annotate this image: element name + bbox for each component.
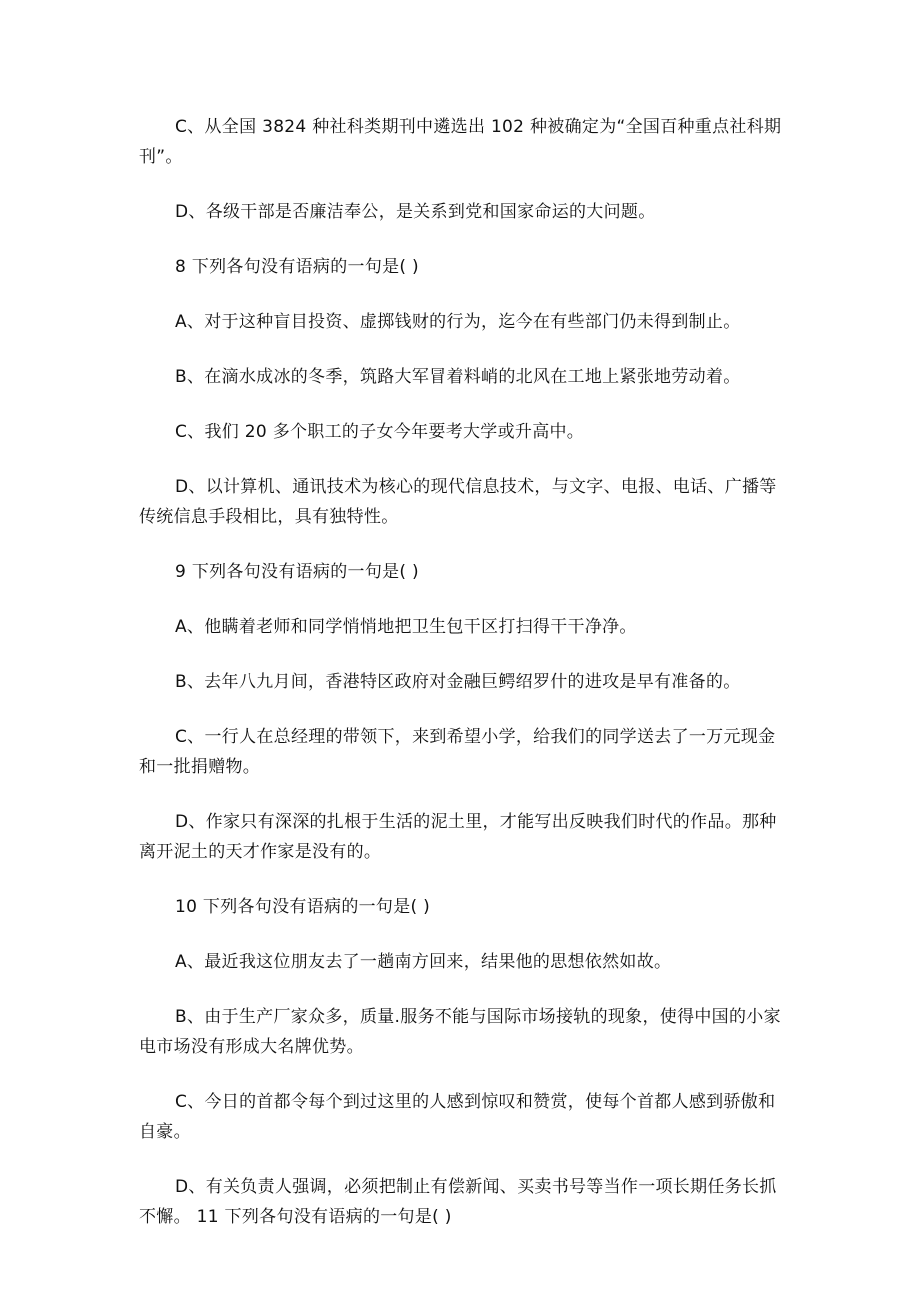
document-body	[139, 112, 784, 1257]
option-a-q10: A、最近我这位朋友去了一趟南方回来，结果他的思想依然如故。	[175, 952, 672, 972]
question-9: 9 下列各句没有语病的一句是( )	[175, 562, 419, 582]
option-c-q8: C、我们 20 多个职工的子女今年要考大学或升高中。	[175, 422, 585, 442]
option-d-q9: D、作家只有深深的扎根于生活的泥土里，才能写出反映我们时代的作品。那种离开泥土的天才作家是没有的。	[139, 812, 777, 862]
option-c-q10: C、今日的首都令每个到过这里的人感到惊叹和赞赏，使每个首都人感到骄傲和自豪。	[139, 1092, 776, 1142]
option-a-q8: A、对于这种盲目投资、虚掷钱财的行为，迄今在有些部门仍未得到制止。	[175, 312, 741, 332]
option-c-q9: C、一行人在总经理的带领下，来到希望小学，给我们的同学送去了一万元现金和一批捐赠物。	[139, 727, 776, 777]
option-a-q9: A、他瞒着老师和同学悄悄地把卫生包干区打扫得干干净净。	[175, 617, 637, 637]
option-d-q8: D、以计算机、通讯技术为核心的现代信息技术，与文字、电报、电话、广播等传统信息手段相比，具有独特性。	[139, 477, 777, 527]
option-d-q7: D、各级干部是否廉洁奉公，是关系到党和国家命运的大问题。	[175, 202, 656, 222]
option-b-q10: B、由于生产厂家众多，质量.服务不能与国际市场接轨的现象，使得中国的小家电市场没有形成大名牌优势。	[139, 1007, 781, 1057]
question-10: 10 下列各句没有语病的一句是( )	[175, 897, 431, 917]
option-b-q9: B、去年八九月间，香港特区政府对金融巨鳄绍罗什的进攻是早有准备的。	[175, 672, 741, 692]
option-d-q10: D、有关负责人强调，必须把制止有偿新闻、买卖书号等当作一项长期任务长抓不懈。 11 下列各句没有语病的一句是( )	[139, 1177, 777, 1227]
question-8: 8 下列各句没有语病的一句是( )	[175, 257, 419, 277]
option-c-q7: C、从全国 3824 种社科类期刊中遴选出 102 种被确定为“全国百种重点社科期刊”。	[139, 117, 782, 167]
option-b-q8: B、在滴水成冰的冬季，筑路大军冒着料峭的北风在工地上紧张地劳动着。	[175, 367, 741, 387]
